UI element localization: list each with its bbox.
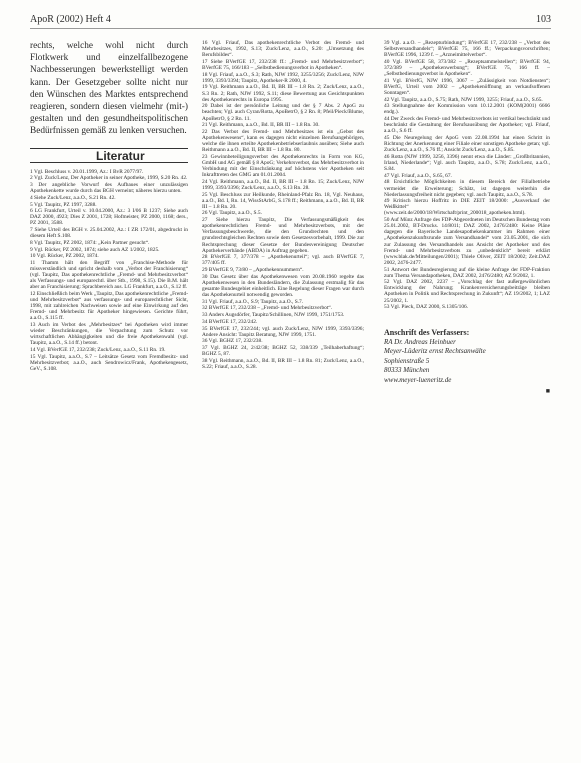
footnote: 11 Thamm hält den Begriff von „Franchise-Methode für missverständlich und spricht deshalb vom „Verbot der Franchisierung“ (vgl. Taupitz, Das apothekenrechtliche „Fremd- und Mehrbesitzverbot“ als Verfassungs- und europarechtl. über Stb., 1998, S.15). Die B.M. hält aber an Franchisierung: Sprachbereich aus. LG Frankfurt, a.a.O., S.12 ff. [30, 259, 188, 291]
footnote: 51 Antwort der Bundesregierung auf die kleine Anfrage der FDP-Fraktion zum Thema Versandapotheken, DAZ 2002, 2476/2480; AZ 9/2002, 1. [384, 266, 550, 279]
end-of-article-mark: ■ [545, 387, 550, 396]
footnote: 25 Vgl. Beschluss zur Heilkunde, Rheinland-Pfalz Rn. 18, Vgl. Neuhaus, a.a.O., Bd. I, Rn. 14, WissStArbG, S.178 ff.; Reithmann, a.a.O., Bd. II, BR III – 1.8 Rn. 20. [202, 191, 364, 210]
footnote: 46 Rotta (NJW 1999, 3256, 3396) nennt etwa die Länder: „Großbritannien, Irland, Niederlande“; Vgl. auch Taupitz, a.a.O., S.78; Zuck/Lenz, a.a.O., S.84. [384, 153, 550, 173]
footnote: 31 Vgl. Friauf, a.a.O., S.9; Taupitz, a.a.O., S.7. [202, 298, 304, 305]
footnote: 8 Vgl. Taupitz, PZ 2002, 1874: „Kein Partner gesucht“. [30, 239, 150, 246]
column-right [384, 40, 550, 749]
footnote: 7 Siehe Urteil des BGH v. 25.04.2002, Az.: I ZR 172/01, abgedruckt in diesem Heft S.108. [30, 227, 188, 240]
literature-heading: Literatur [30, 148, 188, 163]
footnote: 16 Vgl. Friauf, Das apothekenrechtliche Verbot des Fremd- und Mehrbesitzes, 1992, S.13; Zuck/Lenz, a.a.O., S.20: „Umsetzung des Berufsbildes“. [202, 40, 364, 59]
journal-issue: ApoR (2002) Heft 4 [30, 14, 111, 25]
address-lines [384, 338, 550, 386]
footnote: 48 Ersichtliche Möglichkeiten in diesem Bereich der Filialbetriebe vermeidet die Erweiterung; Schätz, ist dagegen weiterhin die Niederlassungsfreiheit nicht gegeben; vgl. auch Taupitz, a.a.O., S.78. [384, 179, 550, 198]
footnote: 15 Vgl. Taupitz, a.a.O., S.7 – Leitsätze Gesetz vom Fremdbesitz- und Mehrbesitzverbot; a.a.O., auch Sendrowicz/Frank, Apothekengesetz, GeV., S.108. [30, 353, 188, 372]
address-line: Meyer-Lüderitz ernst Rechtsanwälte [384, 347, 486, 356]
address-line: 80333 München [384, 366, 430, 375]
footnote: 26 Vgl. Taupitz, a.a.O., S.5. [202, 210, 262, 217]
footnote: 22 Das Verbot des Fremd- und Mehrbesitzes ist ein „Gebot des Apothekenwesens“, kann es dagegen nicht einzelnen Berufsangehörigen, welche die ihnen erteilte Apothekenbetriebserlaubnis ausüben; Siehe auch Reithmann a.a.O., Bd. II, BR III – 1.8 Rn. 80. [202, 128, 364, 154]
footnote: 43 Stellungnahme der Kommission vom 10.12.2001 (KOM(2001) 6666 endg.). [384, 103, 550, 116]
footnote: 17 Siehe BVerfGE 17, 232/238 ff.: „Fremd- und Mehrbesitzverbot“; BVerfGE 75, 166/183 – „Selbstbedienungsverbot in Apotheken“. [202, 58, 364, 71]
footnote: 29 BVerfGE 9, 73/80 – „Apothekennummern“. [202, 267, 304, 274]
footnote: 13 Auch im Verbot des „Mehrbesitzes“ bei Apotheken wird immer wieder Beschränkungen, die Verpachtung zum Schutz vor wirtschaftlichen Abhängigkeiten und die freie Apothekenwahl (vgl. Taupitz, a.a.O., S.14 ff.) betont. [30, 322, 188, 347]
footnote-list-left [30, 169, 188, 372]
footnote: 45 Die Neuregelung der ApoG vom 22.08.1994 hat einen Schritt in Richtung der Anerkennung einer Filiale einer sonstigen Apotheke getan; vgl. Zuck/Lenz, a.a.O., S.76 ff.; Ansicht Zuck/Lenz, a.a.O., S.85. [384, 134, 550, 154]
address-line: www.meyer-lueneritz.de [384, 375, 452, 384]
footnote: 30 Das Gesetz über das Apothekenwesen vom 20.08.1960 regelte das Apothekenwesen in den Bundesländern, die Zulassung erstmalig für das gesamte Bundesgebiet einheitlich. Eine Regelung dieser Fragen war durch das Apothekenurteil notwendig geworden. [202, 273, 364, 299]
address-line: RA Dr. Andreas Heinbuer [384, 337, 456, 346]
footnote: 33 Anders Augsdörfer, Taupitz/Schillinen, NJW 1999, 1751/1753. [202, 312, 345, 319]
footnote: 6 LG Frankfurt, Urteil v. 10.04.2000, Az.: 3 I/06 B 1237; Siehe auch DAZ 2000, 4923; Dies Z 2001, 1728; Hofmeister, PZ 2000, 1168; ders., PZ 2001, 3588. [30, 208, 188, 227]
footnote: 24 Vgl. Reithmann, a.a.O., Bd. II, BR III – 1.8 Rn. 15; Zuck/Lenz, NJW 1999, 3393/3396; Zuck/Lenz, a.a.O., S.13 Rn. 28. [202, 178, 364, 191]
footnote: 50 Auf Münz Anfrage des FDP-Abgeordneten im Deutschen Bundestag vom 25.01.2002, BT-Drucks. 14/8011; DAZ 2002, 2476/2480: Keine Pläne dagegen die Bayerische Landesapothekenkammer im Rahmen einer „Apothekenzukunftsrunde zum Versandhandel“ vom 23.05.2001, die sich zur Zulassung des Versandhandels aus Ansicht der Apotheker und des Fremd- und Mehrbesitzverbots zu „unbedenklich“ bereit erklärt (www.blak.de/Mitteilungen/2001); Thiele Oliver, ZEIT 18/2002; Zeit.DAZ 2002, 2476-2477. [384, 217, 550, 266]
running-header [30, 12, 551, 29]
footnote: 12 Einschließlich beim Werk „Taupitz, Das apothekenrechtliche „Fremd- und Mehrbesitzverbot“ aus verfassungs- und europarechtlicher Sicht, 1998, mit zahlreichen Nachweisen sowie auf eine Einwirkung auf den Fremd- und Mehrbesitz für Apotheker hingewiesen. Gerichte führt, a.a.O., S.115 ff. [30, 291, 188, 322]
footnote: 42 Vgl. Taupitz, a.a.O., S.75; Rath, NJW 1999, 3255; Friauf, a.a.O., S.65. [384, 96, 543, 103]
footnote: 5 Vgl. Taupitz, PZ 1997, 3288. [30, 201, 97, 208]
footnote: 23 Gewinnbeteiligungsverbot des Apothekenrechts in Form von KG, GmbH und AG gemäß § 8 ApoG; Verkehrsverbot, das Mehrbesitzverbot in Verbindung mit der Einschränkung auf höchstens vier Apotheken seit Inkrafttreten des GMG am 01.01.2004. [202, 153, 364, 179]
footnote-list-right [384, 40, 550, 310]
footnote: 4 Siehe Zuck/Lenz, a.a.O., S.21 Rn. 42. [30, 194, 116, 201]
footnote: 14 Vgl. BVerfGE 17, 232/238; Zuck/Lenz, a.a.O., S.11 Rn. 19. [30, 347, 166, 354]
footnote: 21 Vgl. Reithmann, a.a.O., Bd. II, BR III – 1.8 Rn. 30. [202, 122, 320, 129]
footnote: 28 BVerfGE 7, 377/378 – „Apothekenurteil“; vgl. auch BVerfGE 7, 377/405 ff. [202, 254, 364, 267]
footnote: 41 Vgl. BVerfG, NJW 1996, 3067 – „Zulässigkeit von Notdiensten“; BVerfG, Urteil vom 2002 – „Apothekenöffnung an verkaufsoffenen Sonntagen“. [384, 77, 550, 96]
footnote: 47 Vgl. Friauf, a.a.O., S.65, 67. [384, 172, 452, 179]
footnote: 3 Der angebliche Vorwurf des Aufbaues einer unzulässigen Apothekenkette wurde durch das BGH verneint; näheres hierzu unten. [30, 182, 188, 195]
footnote: 37 Vgl. BGHZ 24, 2/42/38; BGHZ 52, 338/339 „Teilhaberhaftung“; BGHZ 5, 87. [202, 344, 364, 358]
address-line: Sophienstraße 5 [384, 356, 430, 365]
address-heading: Anschrift des Verfassers: [384, 328, 470, 338]
footnote: 1 Vgl. Beschluss v. 20.01.1999, Az.: I BvR 2077/97. [30, 168, 144, 175]
footnote: 52 Vgl. DAZ 2002, 2237 – „Vorschlag der fast außergewöhnlichen Entwicklung der Nahrung; Krankenversicherungsbeiträge bleiben Apotheken in Politik und Rechtsprechung in Zukunft“; AZ 19/2002, 1; LAZ 25/2002, 1. [384, 279, 550, 304]
footnote: 18 Vgl. Friauf, a.a.O., S.3; Rath, NJW 1992, 3255/3256; Zuck/Lenz, NJW 1999, 3393/3394; Taupitz, Apotheker-R 2000, 4. [202, 71, 364, 84]
column-left [30, 40, 188, 749]
footnote: 9 Vgl. Rücker, PZ 2002, 1874; siehe auch AZ 1/2002, 1825. [30, 246, 160, 253]
footnote: 34 BVerfGE 17, 232/242. [202, 318, 258, 325]
footnote: 36 Vgl. BGHZ 17, 232/238. [202, 338, 263, 345]
footnote: 20 Dabei ist der persönliche Leitung und der § 7 Abs. 2 ApoG zu beachten; Vgl. auch Cyran/Rotta, ApoBetrO, § 2 Rn. 8; Pfeil/Pieck/Blume, ApoBetrO, § 2 Rn. 11. [202, 103, 364, 122]
footnote: 38 Vgl. Reithmann, a.a.O., Bd. II, BR III – 1.8 Rn. 81; Zuck/Lenz, a.a.O., S.22; Friauf, a.a.O., S.28. [202, 357, 364, 370]
footnote: 27 Siehe hierzu Taupitz, Die Verfassungsmäßigkeit des apothekenrechtlichen Fremd- und Mehrbesitzverbots, mit der Verfassungsbeschwerde, die den Grundrechten und den grundrechtsgleichen Rechten sowie dem Gesetzesvorbehalt, 1999. Die zur Rechtsprechung dieser Gesetze der Bundesvereinigung Deutscher Apothekerverbände (ABDA) in Auftrag gegeben. [202, 217, 364, 254]
footnote: 53 Vgl. Pieck, DAZ 2000, S.1305/106. [384, 304, 469, 311]
footnote: 32 BVerfGE 17, 232/238 – „Fremd- und Mehrbesitzverbot“. [202, 305, 333, 312]
footnote: 35 BVerfGE 17, 232/244; vgl. auch Zuck/Lenz, NJW 1999, 3393/3396; Andere Ansicht: Taupitz Beratung, NJW 1999, 1751. [202, 325, 364, 338]
footnote: 39 Vgl. a.a.O. – „Rezepturbindung“; BVerfGE 17, 232/238 – „Verbot des Selbstversandhandels“; BVerfGE 75, 166 ff.; Verpackungsvorschriften; BVerfGE 1996, 1239 f. – „Arzneimittelverbot“. [384, 40, 550, 59]
author-address [384, 328, 550, 397]
page-number: 103 [536, 14, 551, 25]
closing-paragraph: rechts, welche wohl nicht durch Flotkwerk und einzelfallbezogene Nachbesserungen bewerkstelligt werden kann. Der Gesetzgeber sollte nicht nur den Wünschen des Marktes entsprechend reagieren, sondern diesen vielmehr (mit-) gestalten und den gesundheitspolitischen Bedürfnissen gemäß zu lenken versuchen. [30, 41, 188, 137]
footnote: 2 Vgl. Zuck/Lenz, Der Apotheker in seiner Apotheke, 1999, S.20 Rn. 42. [30, 175, 188, 182]
footnote: 10 Vgl. Rücker, PZ 2002, 1874. [30, 253, 99, 260]
footnote: 19 Vgl. Reithmann a.a.O., Bd. II, BR III – 1.8 Rn. 2; Zuck/Lenz, a.a.O., S.3 Rn. 2; Rath, NJW 1992, S.11; diese Bewertung aus Gesichtspunkten des Apothekenrechts in Europa 1995. [202, 84, 364, 103]
column-middle [202, 40, 364, 749]
footnote: 40 Vgl. BVerfGE 58, 373/382 – „Rezeptsammelstellen“; BVerfGE 94, 372/389 – „Apothekenwerbung“; BVerfGE 75, 166 ff. – „Selbstbedienungsverbot in Apotheken“. [384, 58, 550, 78]
footnote-list-middle [202, 40, 364, 370]
footnote: 44 Der Zweck des Fremd- und Mehrbesitzverbots ist vertikal beschränkt und beschränkt die Gestaltung der Berufsausübung der Apotheker; vgl. Friauf, a.a.O., S.6 ff. [384, 116, 550, 135]
footnote: 49 Kritisch hierzu Hoffritz in DIE ZEIT 18/2000: „Ausverkauf der Weißkittel“ (www.zeit.de/2000/18/Wirtschaft/print_200018_apotheken.html). [384, 198, 550, 217]
